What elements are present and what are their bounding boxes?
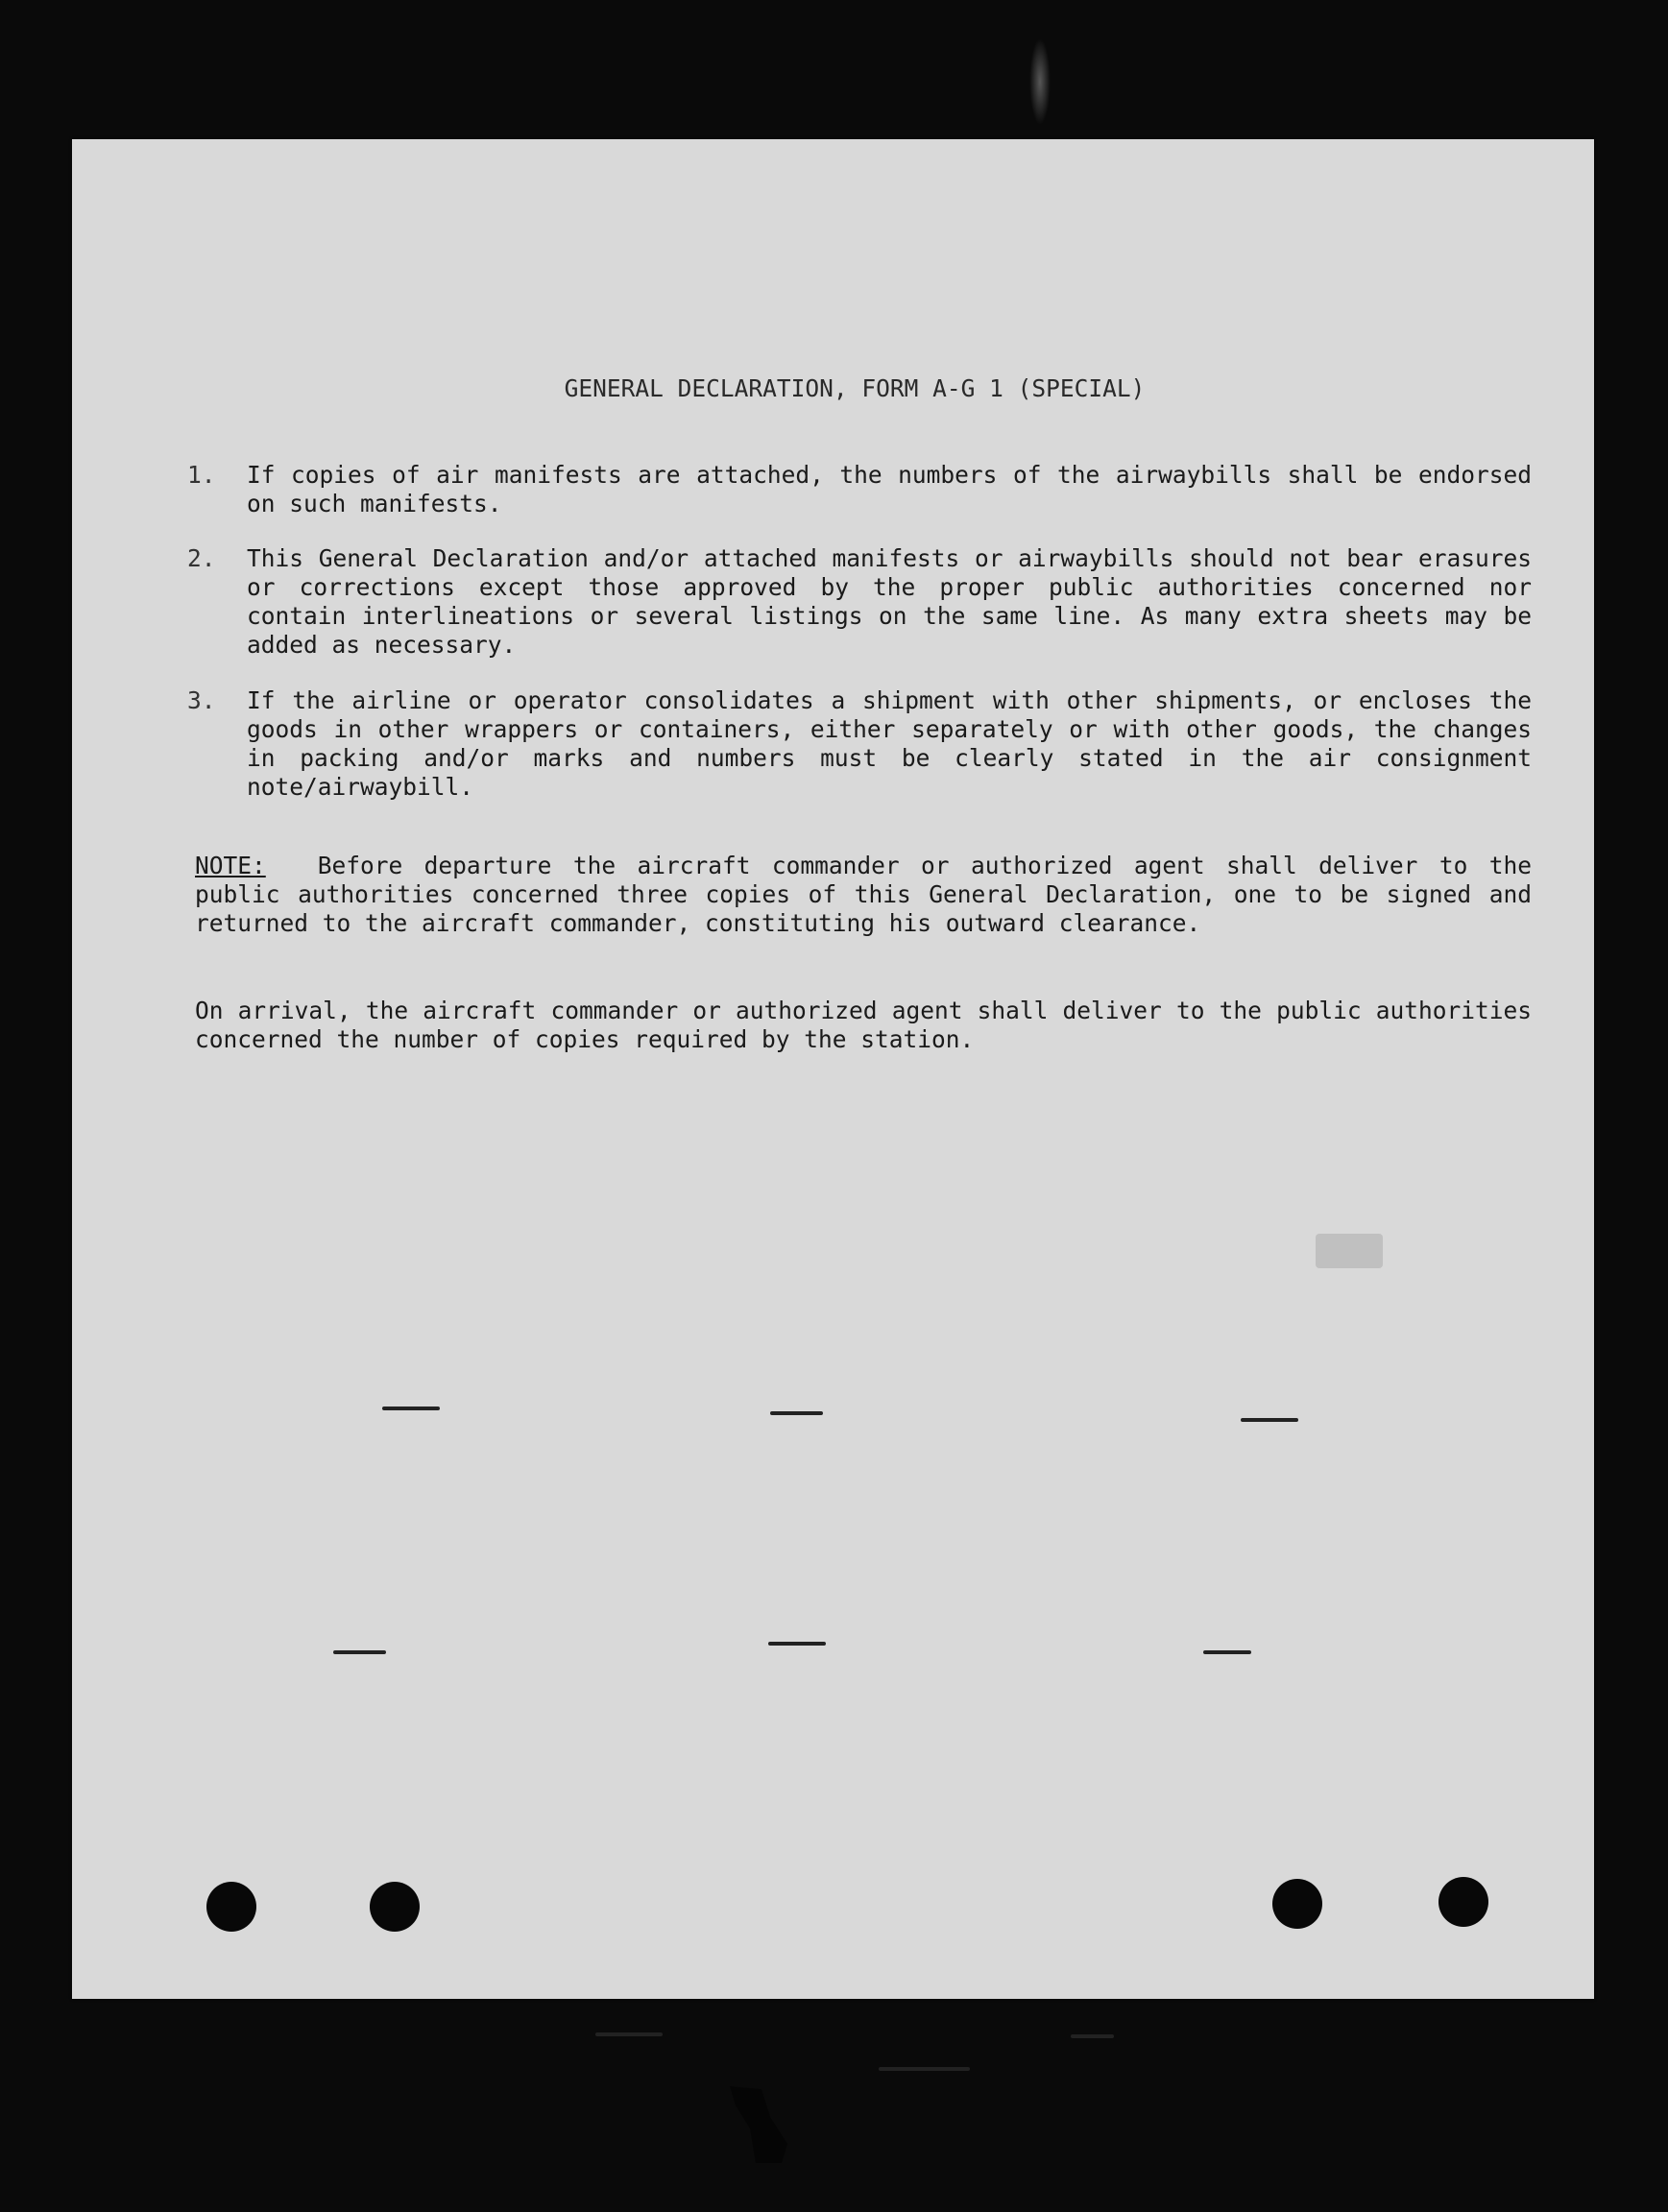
note-text: Before departure the aircraft commander or authorized agent shall deliver to the public authorities concerned three copies of this General Declaration, one to be signed and returned to the aircraft commander, constituting his outward clearance.	[195, 852, 1532, 937]
scan-speck	[333, 1650, 386, 1654]
punch-hole	[370, 1882, 420, 1932]
instruction-item-3	[187, 686, 1532, 802]
scan-speck	[1203, 1650, 1251, 1654]
note-label: NOTE:	[195, 852, 266, 879]
form-title: GENERAL DECLARATION, FORM A-G 1 (SPECIAL)	[564, 374, 1146, 402]
instruction-item-2	[187, 544, 1532, 660]
document-page	[72, 139, 1594, 1999]
punch-hole	[206, 1882, 256, 1932]
scan-speck	[879, 2067, 970, 2071]
punch-hole	[1272, 1879, 1322, 1929]
scan-speck	[1071, 2034, 1114, 2038]
item-number: 3.	[187, 686, 216, 714]
scan-speck	[768, 1642, 826, 1646]
item-text: If copies of air manifests are attached, the numbers of the airwaybills shall be endorsed on such manifests.	[247, 461, 1532, 517]
scan-speck	[595, 2032, 663, 2036]
note-paragraph	[195, 852, 1532, 938]
item-number: 2.	[187, 544, 216, 572]
torn-edge-mark	[730, 2086, 787, 2163]
item-text: If the airline or operator consolidates a shipment with other shipments, or encloses the goods in other wrappers or containers, either separately or with other goods, the changes in packing and/or marks and numbers must be clearly stated in the air consignment note/airwaybill.	[247, 686, 1532, 801]
item-text: This General Declaration and/or attached manifests or airwaybills should not bear erasures or corrections except those approved by the proper public authorities concerned nor contain interlineations or several listings on the same line. As many extra sheets may be added as necessary.	[247, 544, 1532, 659]
scan-speck	[1241, 1418, 1298, 1422]
item-number: 1.	[187, 461, 216, 489]
punch-hole	[1438, 1877, 1488, 1927]
instruction-item-1	[187, 461, 1532, 518]
scan-glare	[1029, 38, 1051, 125]
scan-speck	[770, 1411, 823, 1415]
scan-speck	[382, 1407, 440, 1410]
faint-stamp-mark	[1316, 1234, 1383, 1268]
arrival-paragraph: On arrival, the aircraft commander or authorized agent shall deliver to the public authorities concerned the number of copies required by the station.	[195, 997, 1532, 1053]
